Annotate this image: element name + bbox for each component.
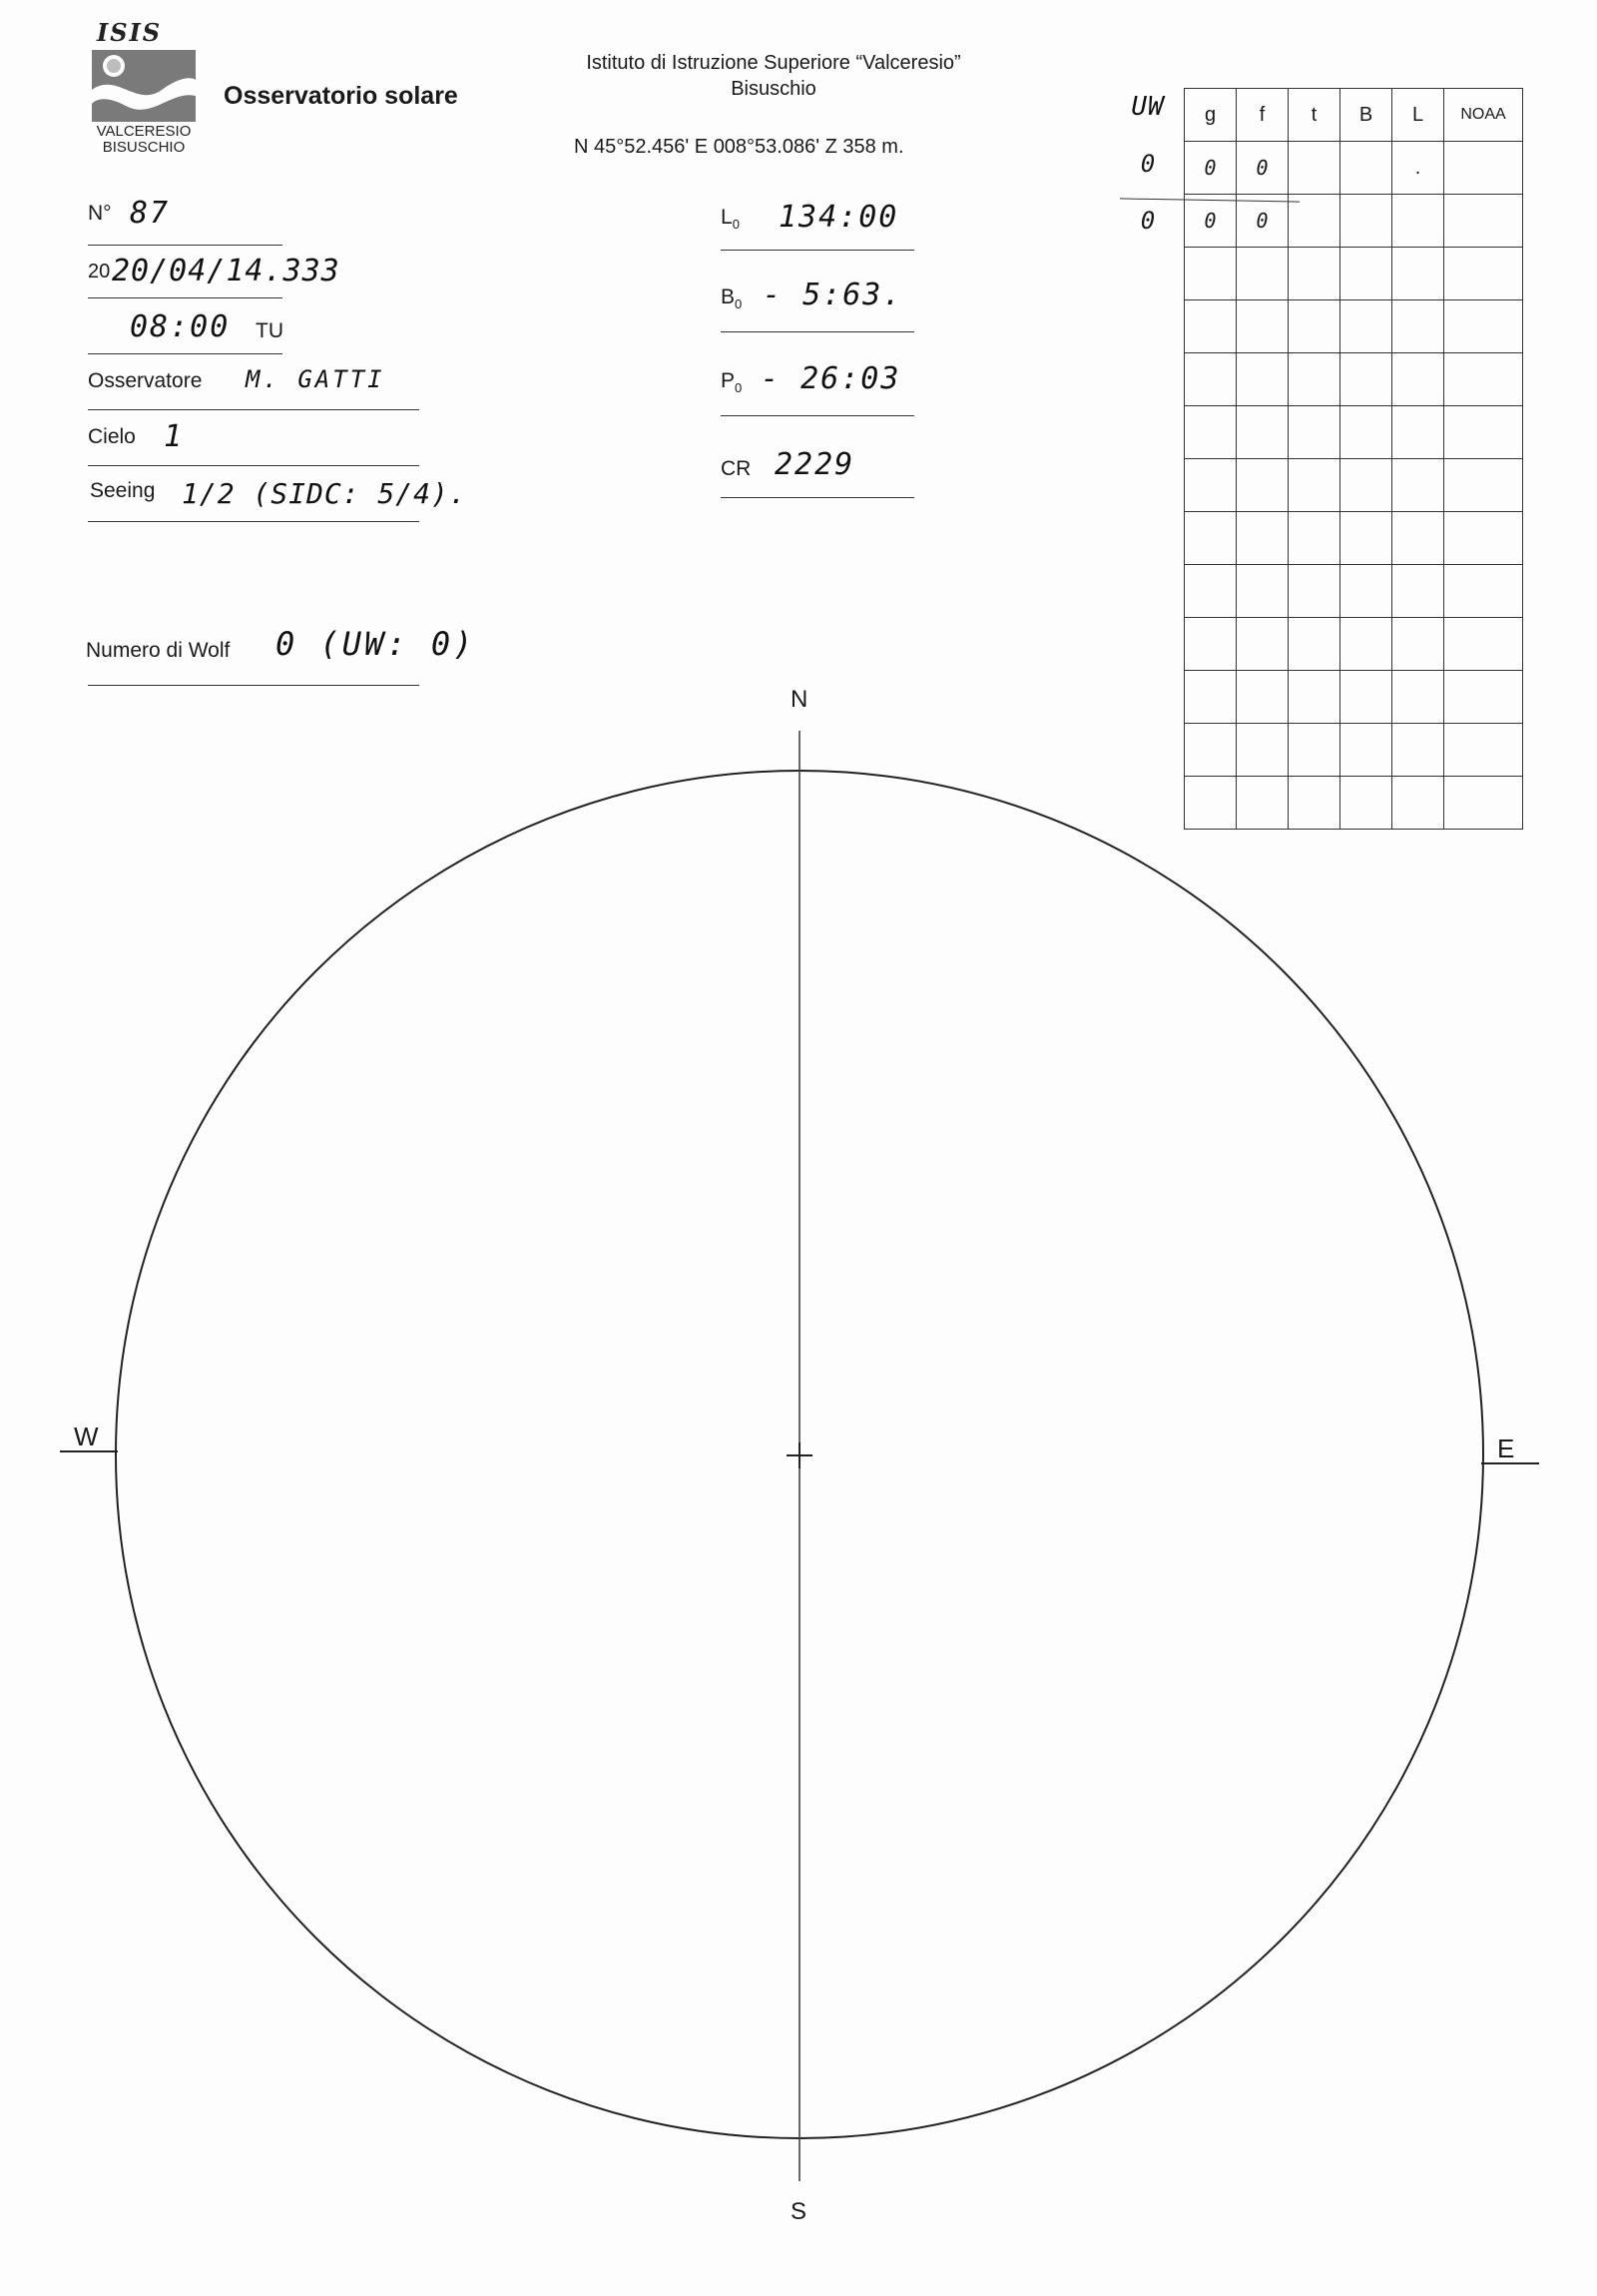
col-header-l: L xyxy=(1392,89,1444,142)
col-header-b: B xyxy=(1340,89,1392,142)
date-prefix: 20 xyxy=(88,261,111,283)
col-header-g: g xyxy=(1185,89,1237,142)
sky-label: Cielo xyxy=(88,425,136,448)
table-cell: 0 xyxy=(1237,195,1289,248)
institute-name: Istituto di Istruzione Superiore “Valceresio” xyxy=(586,52,961,74)
north-label: N xyxy=(791,686,808,713)
col-header-f: f xyxy=(1237,89,1289,142)
logo-wordmark: ISIS xyxy=(97,18,163,47)
table-cell: . xyxy=(1392,142,1444,195)
cr-label: CR xyxy=(721,457,752,480)
wolf-number-value: 0 (UW: 0) xyxy=(275,625,476,663)
l0-value: 134:00 xyxy=(779,200,899,235)
observer-value: M. GATTI xyxy=(246,365,385,393)
east-label: E xyxy=(1497,1434,1515,1463)
seeing-value: 1/2 (SIDC: 5/4). xyxy=(182,477,467,510)
south-label: S xyxy=(791,2198,807,2225)
time-value: 08:00 xyxy=(130,309,231,344)
wolf-number-label: Numero di Wolf xyxy=(86,639,231,662)
col-header-t: t xyxy=(1289,89,1340,142)
west-label: W xyxy=(74,1422,99,1451)
station-coordinates: N 45°52.456' E 008°53.086' Z 358 m. xyxy=(574,136,904,158)
table-cell: 0 xyxy=(1185,142,1237,195)
b0-label: $B_0$ xyxy=(721,286,743,312)
institute-town: Bisuschio xyxy=(731,78,816,100)
seeing-label: Seeing xyxy=(90,479,156,502)
uw-row1-value: 0 xyxy=(1140,150,1156,178)
col-header-noaa: NOAA xyxy=(1444,89,1523,142)
p0-value: - 26:03 xyxy=(761,361,901,396)
uw-row2-value: 0 xyxy=(1140,207,1156,235)
table-cell: 0 xyxy=(1237,142,1289,195)
date-value: 20/04/14.333 xyxy=(112,254,340,288)
page-title: Osservatorio solare xyxy=(224,82,458,110)
uw-header: UW xyxy=(1131,92,1165,122)
time-unit: TU xyxy=(256,319,283,342)
observer-label: Osservatore xyxy=(88,369,203,392)
logo-caption-line1: VALCERESIO xyxy=(96,123,192,140)
l0-label: $L_0$ xyxy=(721,206,740,233)
table-cell: 0 xyxy=(1185,195,1237,248)
number-value: 87 xyxy=(130,196,171,231)
sky-value: 1 xyxy=(164,419,185,454)
b0-value: - 5:63. xyxy=(763,278,903,312)
logo-caption-line2: BISUSCHIO xyxy=(102,139,186,156)
cr-value: 2229 xyxy=(775,447,855,482)
number-label: N° xyxy=(88,202,112,225)
p0-label: $P_0$ xyxy=(721,369,743,396)
